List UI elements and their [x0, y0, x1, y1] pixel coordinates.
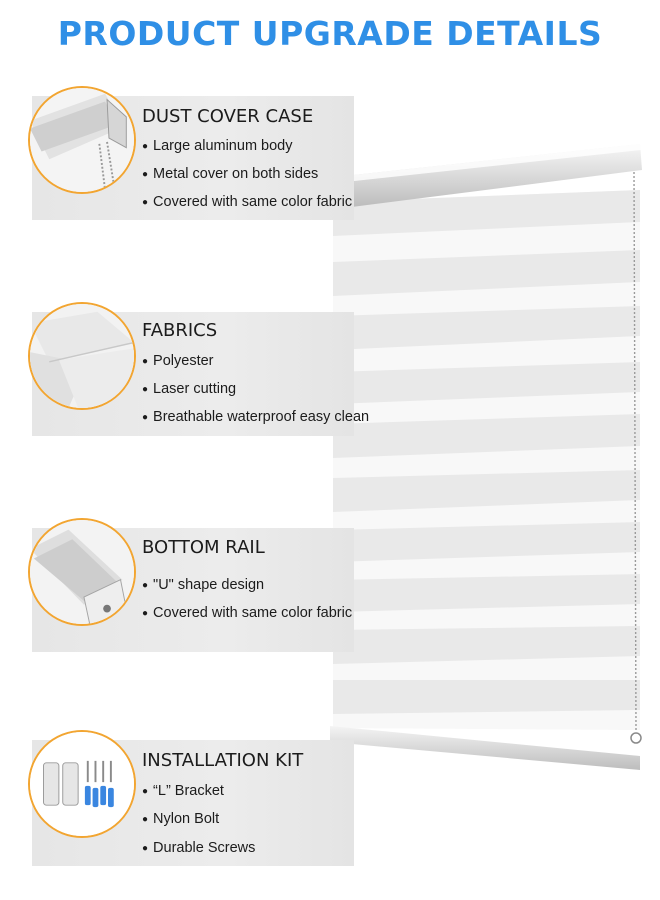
feature-title-fabrics: FABRICS: [142, 320, 218, 341]
bullet-item: ● Polyester: [142, 353, 214, 369]
bullet-item: ● Durable Screws: [142, 840, 255, 856]
installation-kit-icon: [28, 730, 136, 838]
fabric-icon: [28, 302, 136, 410]
bullet-item: ● Laser cutting: [142, 381, 236, 397]
bullet-item: ● Breathable waterproof easy clean: [142, 409, 369, 425]
bullet-item: ● “L” Bracket: [142, 783, 224, 799]
bottom-rail-icon: [28, 518, 136, 626]
dust-cover-case-icon: [28, 86, 136, 194]
feature-title-installation-kit: INSTALLATION KIT: [142, 750, 304, 771]
bullet-item: ● Covered with same color fabric: [142, 194, 352, 210]
bullet-item: ● Large aluminum body: [142, 138, 293, 154]
bullet-item: ● Covered with same color fabric: [142, 605, 352, 621]
bullet-item: ● "U" shape design: [142, 577, 264, 593]
bullet-item: ● Metal cover on both sides: [142, 166, 318, 182]
feature-title-bottom-rail: BOTTOM RAIL: [142, 537, 265, 558]
page-title: PRODUCT UPGRADE DETAILS: [57, 14, 603, 53]
feature-title-dust-cover: DUST COVER CASE: [142, 106, 314, 127]
bullet-item: ● Nylon Bolt: [142, 811, 219, 827]
